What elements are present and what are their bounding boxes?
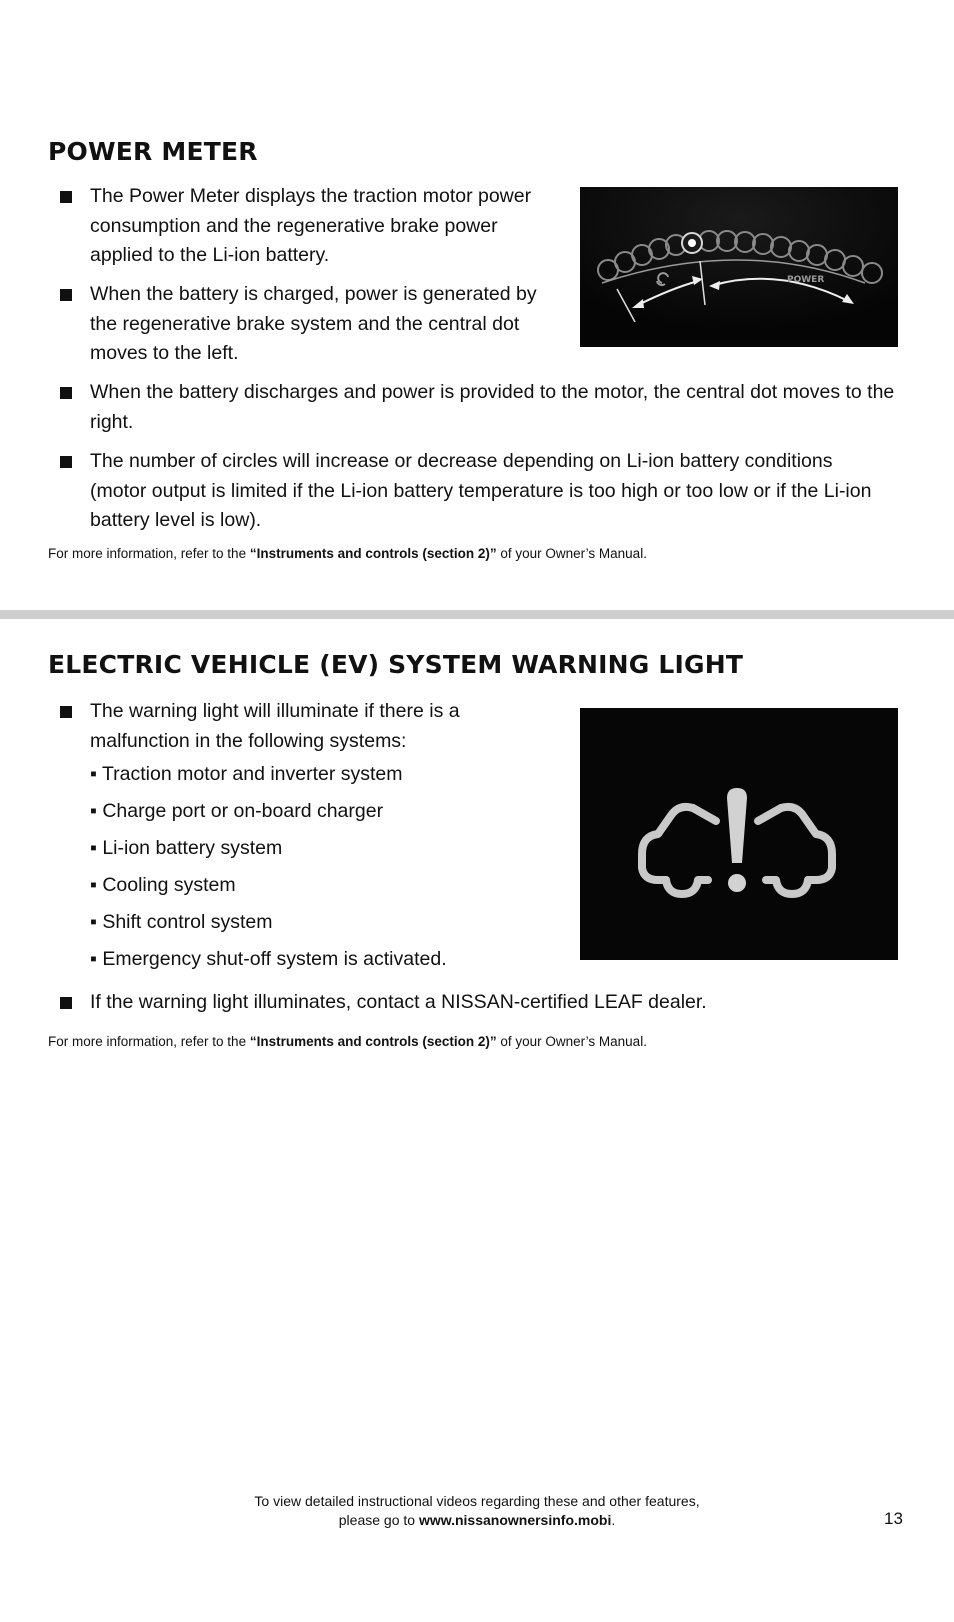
bullet-text: The warning light will illuminate if there is a malfunction in the following systems: [90,700,460,752]
section-title-power-meter: POWER METER [48,137,258,166]
bullet-text: The Power Meter displays the traction motor power consumption and the regenerative brake power applied to the Li-ion battery. [90,185,532,266]
website-link[interactable]: www.nissanownersinfo.mobi [418,1512,612,1528]
ev-system-warning-icon [580,708,898,960]
system-list-item: ▪ Emergency shut-off system is activated. [90,948,447,970]
footer-line2: please go to www.nissanownersinfo.mobi. [338,1512,616,1528]
page-number: 13 [884,1509,903,1528]
footer-note [0,1492,954,1530]
power-label: POWER [787,275,825,285]
bullet-square-icon [60,387,72,399]
ev-warning-light-figure [580,708,898,960]
bullet-square-icon [60,191,72,203]
bullet-square-icon [60,456,72,468]
system-list-item: ▪ Li-ion battery system [90,837,283,859]
system-list-item: ▪ Shift control system [90,911,273,933]
power-meter-figure [580,187,898,347]
manual-reference: For more information, refer to the “Instruments and controls (section 2)” of your Owner’s Manual. [48,546,647,561]
footer-line1: To view detailed instructional videos regarding these and other features, [254,1493,700,1509]
bullet-text: When the battery discharges and power is provided to the motor, the central dot moves to the right. [90,381,895,433]
system-list-item: ▪ Charge port or on-board charger [90,800,384,822]
bullet-text: The number of circles will increase or decrease depending on Li-ion battery conditions (motor output is limited if the Li-ion battery temperature is too high or too low or if the Li-ion battery level is low). [90,450,872,531]
bullet-square-icon [60,289,72,301]
bullet-square-icon [60,706,72,718]
bullet-text: When the battery is charged, power is generated by the regenerative brake system and the central dot moves to the left. [90,283,537,364]
system-list-item: ▪ Traction motor and inverter system [90,763,403,785]
section-title-ev-warning: ELECTRIC VEHICLE (EV) SYSTEM WARNING LIGHT [48,650,744,679]
system-list-item: ▪ Cooling system [90,874,236,896]
bullet-text: If the warning light illuminates, contact a NISSAN-certified LEAF dealer. [90,991,707,1013]
manual-reference: For more information, refer to the “Instruments and controls (section 2)” of your Owner’s Manual. [48,1034,647,1049]
power-meter-gauge-icon [580,187,898,347]
section-divider [0,610,954,619]
bullet-square-icon [60,997,72,1009]
